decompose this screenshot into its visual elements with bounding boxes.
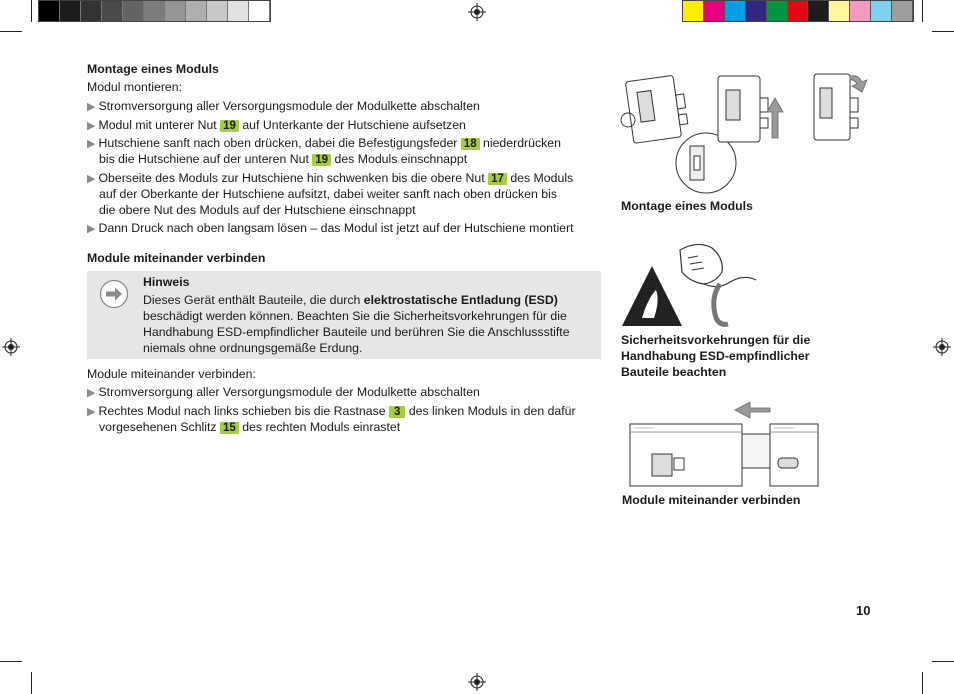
note-line: beschädigt werden können. Beachten Sie die Sicherheitsvorkehrungen für die	[143, 309, 567, 323]
mounting-step-4-cont-1: auf der Oberkante der Hutschiene aufsitzt, dabei weiter sanft nach oben drücken bis	[99, 187, 557, 201]
mounting-step-4-cont-2: die obere Nut des Moduls auf der Hutschiene einschnappt	[99, 203, 416, 217]
crop-mark-top-right-h	[932, 31, 954, 32]
grey-swatch	[39, 1, 60, 21]
color-swatch	[850, 1, 871, 21]
bullet-triangle-icon: ▶	[87, 406, 96, 418]
mounting-step-1	[87, 98, 607, 115]
figure-caption-connecting: Module miteinander verbinden	[622, 493, 801, 507]
registration-mark-top-icon	[468, 3, 486, 21]
grey-swatch	[123, 1, 144, 21]
grey-swatch	[186, 1, 207, 21]
color-swatch	[746, 1, 767, 21]
step-text: des Moduls einschnappt	[334, 152, 468, 166]
bullet-triangle-icon: ▶	[87, 173, 96, 185]
step-text: Rechtes Modul nach links schieben bis die Rastnase	[98, 404, 386, 418]
section-heading-connecting: Module miteinander verbinden	[87, 251, 266, 265]
registration-mark-bottom-icon	[468, 673, 486, 691]
color-swatch	[892, 1, 913, 21]
bullet-triangle-icon: ▶	[87, 138, 96, 150]
grey-swatch	[102, 1, 123, 21]
reference-number: 17	[488, 173, 507, 185]
grey-swatch	[228, 1, 249, 21]
grey-swatch	[144, 1, 165, 21]
reference-number: 3	[389, 406, 405, 418]
note-line: niemals ohne ordnungsgemäße Erdung.	[143, 341, 363, 355]
step-text: Stromversorgung aller Versorgungsmodule der Modulkette abschalten	[98, 385, 480, 399]
connecting-step-1	[87, 384, 607, 401]
color-swatch	[683, 1, 704, 21]
bullet-triangle-icon: ▶	[87, 101, 96, 113]
connecting-step-2-cont	[99, 419, 400, 436]
note-line: Handhabung ESD-empfindlicher Bauteile und berühren Sie die Anschlussstifte	[143, 325, 570, 339]
color-scale-bar	[682, 0, 914, 22]
step-text: Oberseite des Moduls zur Hutschiene hin schwenken bis die obere Nut	[98, 171, 485, 185]
color-swatch	[788, 1, 809, 21]
mounting-step-2	[87, 117, 607, 134]
crop-mark-top-left-v	[31, 0, 32, 22]
crop-mark-bottom-right-v	[922, 672, 923, 694]
reference-number: 18	[461, 138, 480, 150]
step-text: auf Unterkante der Hutschiene aufsetzen	[242, 118, 466, 132]
note-line: Dieses Gerät enthält Bauteile, die durch	[143, 293, 361, 307]
bullet-triangle-icon: ▶	[87, 120, 96, 132]
note-text	[143, 292, 593, 356]
mounting-intro: Modul montieren:	[87, 80, 183, 94]
esd-warning-illustration	[620, 238, 760, 330]
registration-mark-left-icon	[2, 338, 20, 356]
color-swatch	[767, 1, 788, 21]
arrow-right-circle-icon	[99, 279, 129, 309]
figure-caption-esd-1: Sicherheitsvorkehrungen für die	[621, 333, 811, 347]
mounting-step-3	[87, 135, 607, 152]
bullet-triangle-icon: ▶	[87, 223, 96, 235]
step-text: vorgesehenen Schlitz	[99, 420, 217, 434]
crop-mark-top-left-h	[0, 31, 22, 32]
bullet-triangle-icon: ▶	[87, 387, 96, 399]
color-swatch	[808, 1, 829, 21]
color-swatch	[704, 1, 725, 21]
step-text: Hutschiene sanft nach oben drücken, dabei die Befestigungsfeder	[98, 136, 458, 150]
reference-number: 15	[220, 422, 239, 434]
step-text: des rechten Moduls einrastet	[242, 420, 401, 434]
registration-mark-right-icon	[933, 338, 951, 356]
crop-mark-bottom-right-h	[932, 661, 954, 662]
connecting-step-2	[87, 403, 607, 420]
color-swatch	[871, 1, 892, 21]
mounting-step-4	[87, 170, 607, 187]
mounting-step-3-cont	[99, 151, 467, 168]
grey-swatch	[165, 1, 186, 21]
color-swatch	[829, 1, 850, 21]
crop-mark-top-right-v	[922, 0, 923, 22]
grey-scale-bar	[38, 0, 271, 22]
step-text: des linken Moduls in den dafür	[408, 404, 576, 418]
note-box	[87, 271, 601, 359]
reference-number: 19	[220, 120, 239, 132]
step-text: niederdrücken	[483, 136, 561, 150]
step-text: Dann Druck nach oben langsam lösen – das Modul ist jetzt auf der Hutschiene montiert	[98, 221, 574, 235]
page-number: 10	[856, 603, 871, 618]
mounting-step-5	[87, 220, 607, 237]
step-text: bis die Hutschiene auf der unteren Nut	[99, 152, 309, 166]
step-text: Stromversorgung aller Versorgungsmodule der Modulkette abschalten	[98, 99, 480, 113]
note-title: Hinweis	[143, 275, 190, 289]
step-text: des Moduls	[510, 171, 574, 185]
figure-caption-esd-2: Handhabung ESD-empfindlicher	[621, 349, 810, 363]
grey-swatch	[207, 1, 228, 21]
grey-swatch	[81, 1, 102, 21]
note-emphasis: elektrostatische Entladung (ESD)	[363, 293, 558, 307]
grey-swatch	[60, 1, 81, 21]
grey-swatch	[249, 1, 270, 21]
connecting-intro: Module miteinander verbinden:	[87, 367, 256, 381]
crop-mark-bottom-left-h	[0, 661, 22, 662]
crop-mark-bottom-left-v	[31, 672, 32, 694]
connect-modules-illustration	[628, 398, 820, 488]
color-swatch	[725, 1, 746, 21]
figure-caption-esd-3: Bauteile beachten	[621, 365, 727, 379]
reference-number: 19	[312, 154, 331, 166]
figure-caption-mounting: Montage eines Moduls	[621, 199, 753, 213]
section-heading-mounting: Montage eines Moduls	[87, 62, 219, 76]
step-text: Modul mit unterer Nut	[98, 118, 217, 132]
module-mounting-illustration	[618, 68, 868, 196]
